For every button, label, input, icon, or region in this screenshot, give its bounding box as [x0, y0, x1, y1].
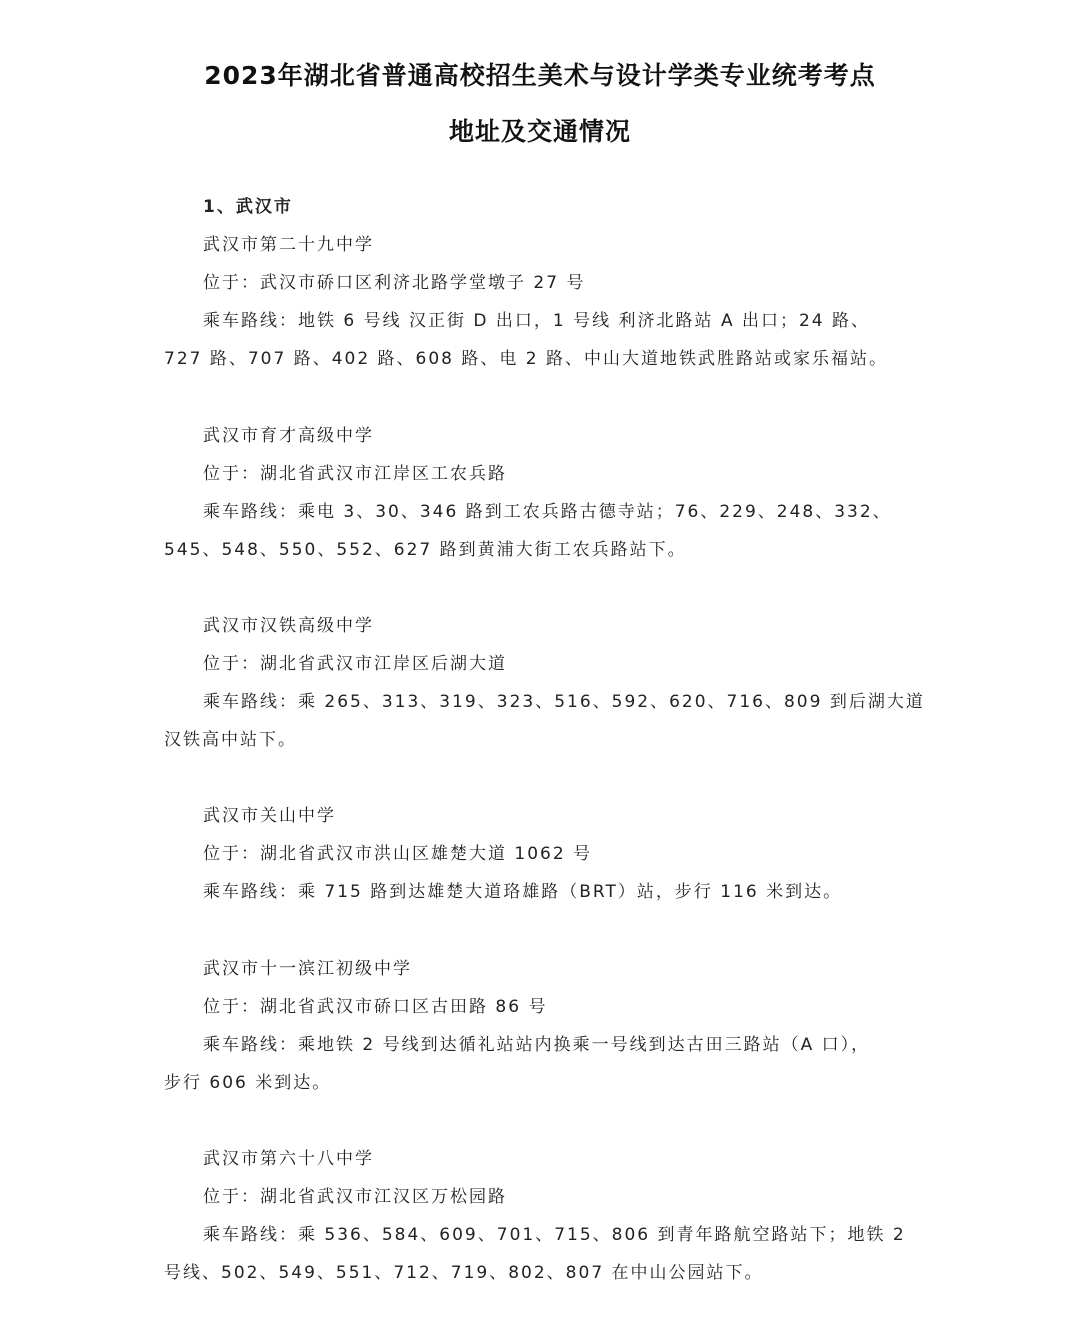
- document-title-line-1: 2023年湖北省普通高校招生美术与设计学类专业统考考点: [204, 61, 876, 90]
- school-name: 武汉市第六十八中学: [203, 1149, 374, 1169]
- school-route: 乘车路线：乘 265、313、319、323、516、592、620、716、809 到后湖大道: [203, 692, 925, 712]
- school-name: 武汉市第二十九中学: [203, 235, 374, 255]
- school-name: 武汉市育才高级中学: [203, 426, 374, 446]
- school-route: 乘车路线：乘 715 路到达雄楚大道珞雄路（BRT）站，步行 116 米到达。: [203, 882, 843, 902]
- document-title-line-2: 地址及交通情况: [448, 117, 631, 146]
- school-name: 武汉市汉铁高级中学: [203, 616, 374, 636]
- school-address: 位于：湖北省武汉市硚口区古田路 86 号: [203, 997, 548, 1017]
- school-route-continued: 步行 606 米到达。: [164, 1073, 332, 1093]
- school-route: 乘车路线：乘 536、584、609、701、715、806 到青年路航空路站下；地铁 2: [203, 1225, 906, 1245]
- school-route: 乘车路线：乘电 3、30、346 路到工农兵路古德寺站；76、229、248、332、: [203, 502, 892, 522]
- school-address: 位于：湖北省武汉市江岸区后湖大道: [203, 654, 507, 674]
- school-address: 位于：湖北省武汉市江汉区万松园路: [203, 1187, 507, 1207]
- school-route: 乘车路线：乘地铁 2 号线到达循礼站站内换乘一号线到达古田三路站（A 口），: [203, 1035, 871, 1055]
- school-route: 乘车路线：地铁 6 号线 汉正街 D 出口，1 号线 利济北路站 A 出口；24 路、: [203, 311, 871, 331]
- school-route-continued: 545、548、550、552、627 路到黄浦大街工农兵路站下。: [164, 540, 687, 560]
- school-address: 位于：湖北省武汉市洪山区雄楚大道 1062 号: [203, 844, 593, 864]
- school-route-continued: 号线、502、549、551、712、719、802、807 在中山公园站下。: [164, 1263, 764, 1283]
- school-name: 武汉市关山中学: [203, 806, 336, 826]
- school-address: 位于：武汉市硚口区利济北路学堂墩子 27 号: [203, 273, 586, 293]
- school-route-continued: 汉铁高中站下。: [164, 730, 297, 750]
- school-name: 武汉市十一滨江初级中学: [203, 959, 412, 979]
- school-address: 位于：湖北省武汉市江岸区工农兵路: [203, 464, 507, 484]
- school-route-continued: 727 路、707 路、402 路、608 路、电 2 路、中山大道地铁武胜路站或家乐福站。: [164, 349, 889, 369]
- section-heading-wuhan: 1、武汉市: [203, 197, 293, 217]
